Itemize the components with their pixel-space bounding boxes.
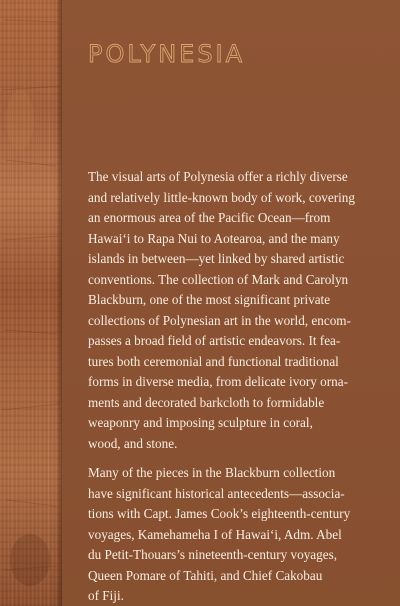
text-line: voyages, Kamehameha I of Hawai‘i, Adm. Abel	[88, 526, 342, 542]
text-line: forms in diverse media, from delicate ivory orna-	[88, 374, 348, 389]
text-line: Queen Pomare of Tahiti, and Chief Cakobau	[88, 567, 323, 583]
text-line: Many of the pieces in the Blackburn collection	[88, 465, 336, 480]
text-line: islands in between—yet linked by shared artistic	[88, 251, 345, 266]
page-title: POLYNESIA	[88, 40, 246, 68]
text-line: wood, and stone.	[88, 435, 178, 451]
text-line: and relatively little-known body of work, covering	[88, 189, 355, 205]
text-line: passes a broad field of artistic endeavors. It fea-	[88, 333, 341, 348]
text-line: du Petit-Thouars’s nineteenth-century voyages,	[88, 547, 338, 562]
text-line: have significant historical antecedents—associa-	[88, 485, 345, 501]
text-line: Hawai‘i to Rapa Nui to Aotearoa, and the many	[88, 230, 340, 246]
text-line: an enormous area of the Pacific Ocean—from	[88, 210, 331, 225]
text-line: Blackburn, one of the most significant private	[88, 292, 331, 307]
text-line: of Fiji.	[88, 588, 124, 603]
text-line: ments and decorated barkcloth to formidable	[88, 394, 325, 410]
barkcloth-strip-image	[0, 0, 62, 606]
paragraph-1	[88, 167, 380, 454]
paragraph-2	[88, 463, 380, 606]
text-line: tions with Capt. James Cook’s eighteenth-century	[88, 506, 351, 521]
barkcloth-texture	[0, 0, 62, 606]
text-line: weaponry and imposing sculpture in coral,	[88, 415, 313, 430]
text-line: conventions. The collection of Mark and Carolyn	[88, 271, 349, 287]
text-line: tures both ceremonial and functional traditional	[88, 353, 339, 369]
body-text	[88, 167, 380, 606]
text-line: The visual arts of Polynesia offer a richly diverse	[88, 169, 348, 184]
text-line: collections of Polynesian art in the world, encom-	[88, 312, 351, 328]
